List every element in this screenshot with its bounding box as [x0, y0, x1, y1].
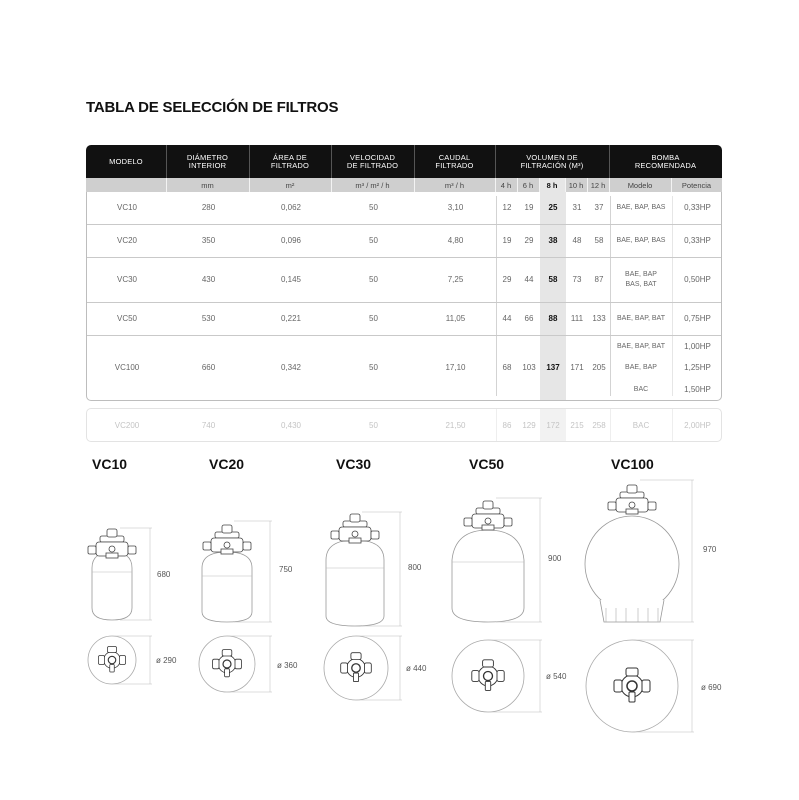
cell-modelo: VC10: [116, 203, 137, 212]
header-diametro: DIÁMETRO INTERIOR: [186, 152, 229, 170]
unit-potencia: Potencia: [681, 180, 712, 190]
vc100-top-view: [586, 640, 694, 732]
cell-diametro: 660: [201, 363, 216, 372]
cell-vol-6h: 129: [522, 420, 536, 430]
unit-8h: 8 h: [539, 178, 565, 192]
model-title-vc100: VC100: [611, 456, 654, 472]
cell-vol-6h: 19: [524, 203, 534, 212]
cell-area: 0,221: [280, 314, 302, 323]
unit-caudal: m³ / h: [444, 180, 465, 190]
cell-bomba-modelo: BAC: [633, 385, 649, 393]
cell-velocidad: 50: [369, 420, 378, 430]
cell-modelo: VC20: [116, 236, 137, 245]
cell-caudal: 4,80: [447, 236, 464, 245]
cell-diametro: 280: [201, 203, 216, 212]
model-title-vc20: VC20: [209, 456, 245, 472]
unit-area: m²: [285, 180, 295, 190]
cell-vol-6h: 66: [524, 314, 534, 323]
cell-vol-10h: 48: [572, 236, 582, 245]
cell-vol-10h: 171: [570, 363, 584, 372]
header-caudal: CAUDAL FILTRADO: [435, 152, 474, 170]
vc10-top-view: [88, 636, 152, 684]
unit-10h: 10 h: [568, 180, 584, 190]
cell-area: 0,096: [280, 236, 302, 245]
vc20-diameter-label: ø 360: [277, 661, 298, 670]
vc50-height-label: 900: [548, 554, 562, 563]
vc20-top-view: [199, 636, 272, 692]
cell-vol-8h: 137: [546, 363, 560, 372]
unit-velocidad: m³ / m² / h: [355, 180, 390, 190]
cell-vol-12h: 58: [594, 236, 604, 245]
vc100-side-view: [585, 480, 694, 622]
vc100-height-label: 970: [703, 545, 717, 554]
cell-vol-12h: 37: [594, 203, 604, 212]
cell-vol-8h: 25: [548, 203, 558, 212]
cell-area: 0,062: [280, 203, 302, 212]
cell-bomba-modelo: BAE, BAP, BAT: [617, 342, 665, 350]
vc30-diameter-label: ø 440: [406, 664, 427, 673]
cell-vol-12h: 133: [592, 314, 606, 323]
cell-diametro: 430: [201, 275, 216, 284]
vc10-side-view: [88, 528, 152, 620]
vc30-height-label: 800: [408, 563, 422, 572]
cell-vol-6h: 103: [522, 363, 536, 372]
cell-vol-8h: 88: [548, 314, 558, 323]
unit-4h: 4 h: [500, 180, 512, 190]
cell-area: 0,145: [280, 275, 302, 284]
cell-modelo: VC100: [114, 363, 140, 372]
cell-diametro: 740: [201, 420, 216, 430]
cell-bomba-modelo: BAE, BAP, BAS: [616, 204, 666, 211]
cell-potencia: 0,50HP: [684, 275, 711, 284]
model-title-vc30: VC30: [336, 456, 372, 472]
unit-diametro: mm: [201, 180, 214, 190]
cell-vol-12h: 258: [592, 420, 606, 430]
vc10-diameter-label: ø 290: [156, 656, 177, 665]
cell-bomba-modelo: BAE, BAP BAS, BAT: [625, 271, 657, 288]
cell-vol-6h: 29: [524, 236, 534, 245]
vc50-diameter-label: ø 540: [546, 672, 567, 681]
cell-velocidad: 50: [369, 236, 378, 245]
cell-vol-10h: 111: [570, 314, 584, 323]
cell-area: 0,430: [280, 420, 302, 430]
vc100-diameter-label: ø 690: [701, 683, 722, 692]
unit-bomba-modelo: Modelo: [627, 180, 653, 190]
cell-caudal: 17,10: [445, 363, 466, 372]
cell-vol-10h: 215: [570, 420, 584, 430]
cell-modelo: VC200: [114, 420, 140, 430]
cell-potencia: 0,33HP: [684, 203, 711, 212]
cell-vol-4h: 86: [502, 420, 512, 430]
header-velocidad: VELOCIDAD DE FILTRADO: [346, 152, 399, 170]
model-title-vc10: VC10: [92, 456, 128, 472]
header-area: ÁREA DE FILTRADO: [270, 152, 310, 170]
cell-caudal: 3,10: [447, 203, 464, 212]
cell-vol-8h: 38: [548, 236, 558, 245]
cell-caudal: 11,05: [445, 314, 466, 323]
page-title: TABLA DE SELECCIÓN DE FILTROS: [86, 99, 339, 116]
cell-velocidad: 50: [369, 363, 378, 372]
vc50-side-view: [452, 498, 542, 622]
cell-vol-4h: 29: [502, 275, 512, 284]
unit-6h: 6 h: [522, 180, 534, 190]
cell-vol-4h: 19: [502, 236, 512, 245]
header-modelo: MODELO: [109, 156, 143, 166]
cell-vol-12h: 205: [592, 363, 606, 372]
cell-vol-6h: 44: [524, 275, 534, 284]
cell-bomba-modelo: BAE, BAP, BAS: [616, 237, 666, 244]
cell-potencia: 2,00HP: [684, 420, 711, 430]
cell-modelo: VC30: [116, 275, 137, 284]
cell-vol-4h: 68: [502, 363, 512, 372]
vc30-top-view: [324, 636, 402, 700]
cell-bomba-modelo: BAC: [632, 420, 650, 430]
cell-vol-8h: 172: [546, 420, 560, 430]
vc30-side-view: [326, 512, 402, 626]
cell-vol-8h: 58: [548, 275, 558, 284]
cell-area: 0,342: [280, 363, 302, 372]
cell-potencia: 0,33HP: [684, 236, 711, 245]
vc20-height-label: 750: [279, 565, 293, 574]
cell-vol-10h: 73: [572, 275, 582, 284]
cell-diametro: 530: [201, 314, 216, 323]
cell-potencia: 1,00HP: [684, 341, 711, 351]
cell-vol-4h: 12: [502, 203, 512, 212]
unit-12h: 12 h: [590, 180, 606, 190]
cell-potencia: 1,50HP: [684, 384, 711, 394]
cell-velocidad: 50: [369, 275, 378, 284]
cell-diametro: 350: [201, 236, 216, 245]
cell-bomba-modelo: BAE, BAP, BAT: [617, 315, 665, 322]
model-title-vc50: VC50: [469, 456, 505, 472]
vc20-side-view: [202, 521, 272, 622]
cell-caudal: 7,25: [447, 275, 464, 284]
cell-bomba-modelo: BAE, BAP: [625, 364, 657, 371]
cell-modelo: VC50: [116, 314, 137, 323]
cell-potencia: 1,25HP: [684, 363, 711, 372]
cell-caudal: 21,50: [445, 420, 466, 430]
cell-vol-12h: 87: [594, 275, 604, 284]
vc10-height-label: 680: [157, 570, 171, 579]
vc50-top-view: [452, 640, 542, 712]
cell-velocidad: 50: [369, 314, 378, 323]
header-volumen: VOLUMEN DE FILTRACIÓN (M³): [520, 152, 584, 170]
cell-velocidad: 50: [369, 203, 378, 212]
header-bomba: BOMBA RECOMENDADA: [634, 152, 697, 170]
cell-vol-10h: 31: [572, 203, 582, 212]
cell-vol-4h: 44: [502, 314, 512, 323]
cell-potencia: 0,75HP: [684, 314, 711, 323]
